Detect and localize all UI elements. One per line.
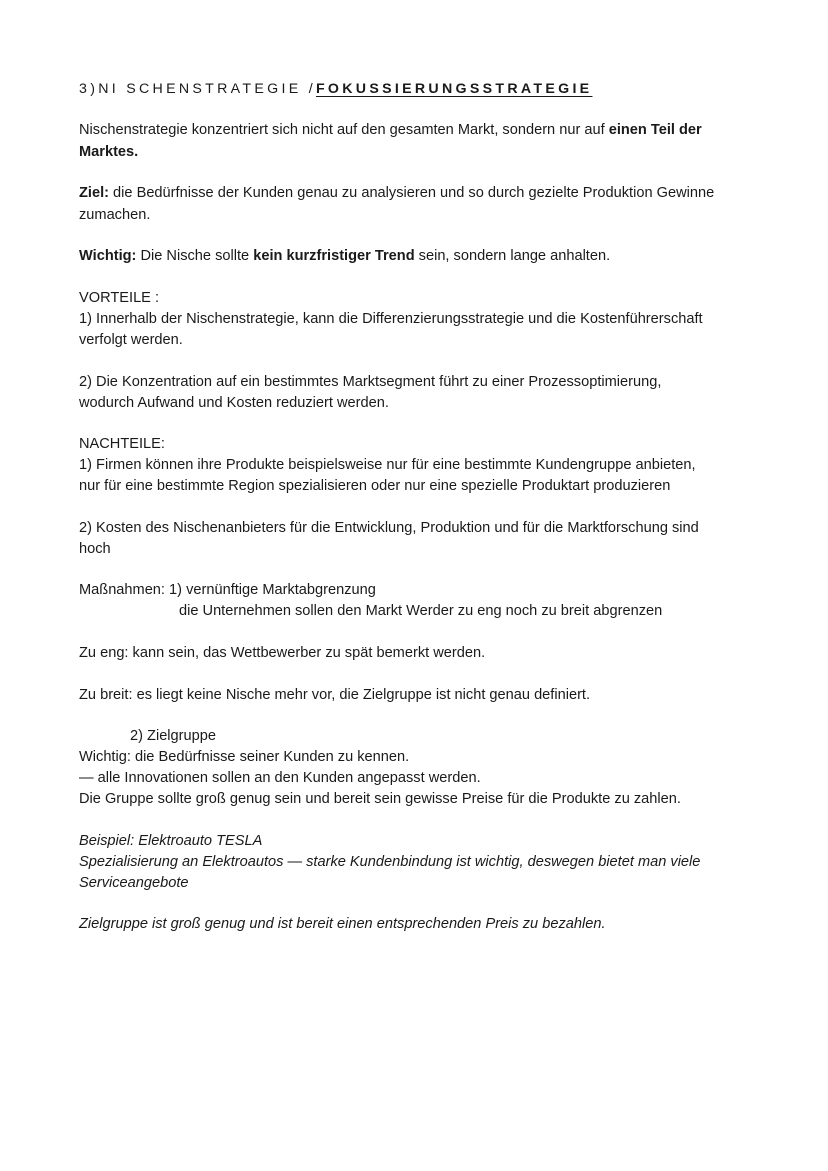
vorteile-item-2-line-2: wodurch Aufwand und Kosten reduziert werden.: [79, 395, 389, 411]
nachteile-item-1-line-1: 1) Firmen können ihre Produkte beispielsweise nur für eine bestimmte Kundengruppe anbieten,: [79, 457, 696, 473]
beispiel-line-2: Spezialisierung an Elektroautos — starke Kundenbindung ist wichtig, deswegen bietet man viele: [79, 854, 701, 870]
massnahmen-line-1: Maßnahmen: 1) vernünftige Marktabgrenzung: [79, 582, 376, 598]
zielgruppe-line-1: Wichtig: die Bedürfnisse seiner Kunden zu kennen.: [79, 749, 410, 765]
vorteile-item-1-line-1: 1) Innerhalb der Nischenstrategie, kann die Differenzierungsstrategie und die Kostenführerschaft: [79, 311, 703, 327]
nachteile-title: NACHTEILE:: [79, 436, 165, 452]
zielgruppe-line-3: Die Gruppe sollte groß genug sein und bereit sein gewisse Preise für die Produkte zu zahlen.: [79, 791, 681, 807]
vorteile-title: VORTEILE :: [79, 290, 160, 306]
beispiel-line-4: Zielgruppe ist groß genug und ist bereit einen entsprechenden Preis zu bezahlen.: [79, 916, 606, 932]
beispiel-line-1: Beispiel: Elektroauto TESLA: [79, 833, 263, 849]
wichtig-bold: kein kurzfristiger Trend: [253, 248, 415, 264]
title-strong: FOKUSSIERUNGSSTRATEGIE: [315, 81, 593, 97]
intro-bold-1: einen Teil der: [608, 122, 702, 138]
nachteile-item-2-line-1: 2) Kosten des Nischenanbieters für die Entwicklung, Produktion und für die Marktforschung sind: [79, 520, 699, 536]
page-title: [79, 79, 592, 100]
ziel-label: Ziel:: [79, 185, 109, 201]
ziel-line-2: zumachen.: [79, 207, 151, 223]
zu-breit-line: Zu breit: es liegt keine Nische mehr vor, die Zielgruppe ist nicht genau definiert.: [79, 687, 591, 703]
vorteile-item-1-line-2: verfolgt werden.: [79, 332, 183, 348]
zu-eng-line: Zu eng: kann sein, das Wettbewerber zu spät bemerkt werden.: [79, 645, 486, 661]
vorteile-item-2-line-1: 2) Die Konzentration auf ein bestimmtes Marktsegment führt zu einer Prozessoptimierung,: [79, 374, 662, 390]
wichtig-text-2: sein, sondern lange anhalten.: [414, 248, 611, 264]
intro-text: Nischenstrategie konzentriert sich nicht auf den gesamten Markt, sondern nur auf: [79, 122, 609, 138]
zielgruppe-title: 2) Zielgruppe: [130, 728, 216, 744]
wichtig-text-1: Die Nische sollte: [136, 248, 254, 264]
intro-line-1: [79, 120, 702, 141]
wichtig-label: Wichtig:: [79, 248, 137, 264]
ziel-text: die Bedürfnisse der Kunden genau zu analysieren und so durch gezielte Produktion Gewinne: [109, 185, 715, 201]
intro-line-2: Marktes.: [79, 144, 139, 160]
ziel-line-1: [79, 183, 714, 204]
nachteile-item-2-line-2: hoch: [79, 541, 111, 557]
wichtig-line: [79, 246, 610, 267]
massnahmen-line-2: die Unternehmen sollen den Markt Werder zu eng noch zu breit abgrenzen: [179, 603, 663, 619]
title-prefix: 3)NI SCHENSTRATEGIE /: [79, 81, 316, 97]
zielgruppe-line-2: — alle Innovationen sollen an den Kunden angepasst werden.: [79, 770, 481, 786]
beispiel-line-3: Serviceangebote: [79, 875, 189, 891]
nachteile-item-1-line-2: nur für eine bestimmte Region spezialisieren oder nur eine spezielle Produktart produzieren: [79, 478, 671, 494]
